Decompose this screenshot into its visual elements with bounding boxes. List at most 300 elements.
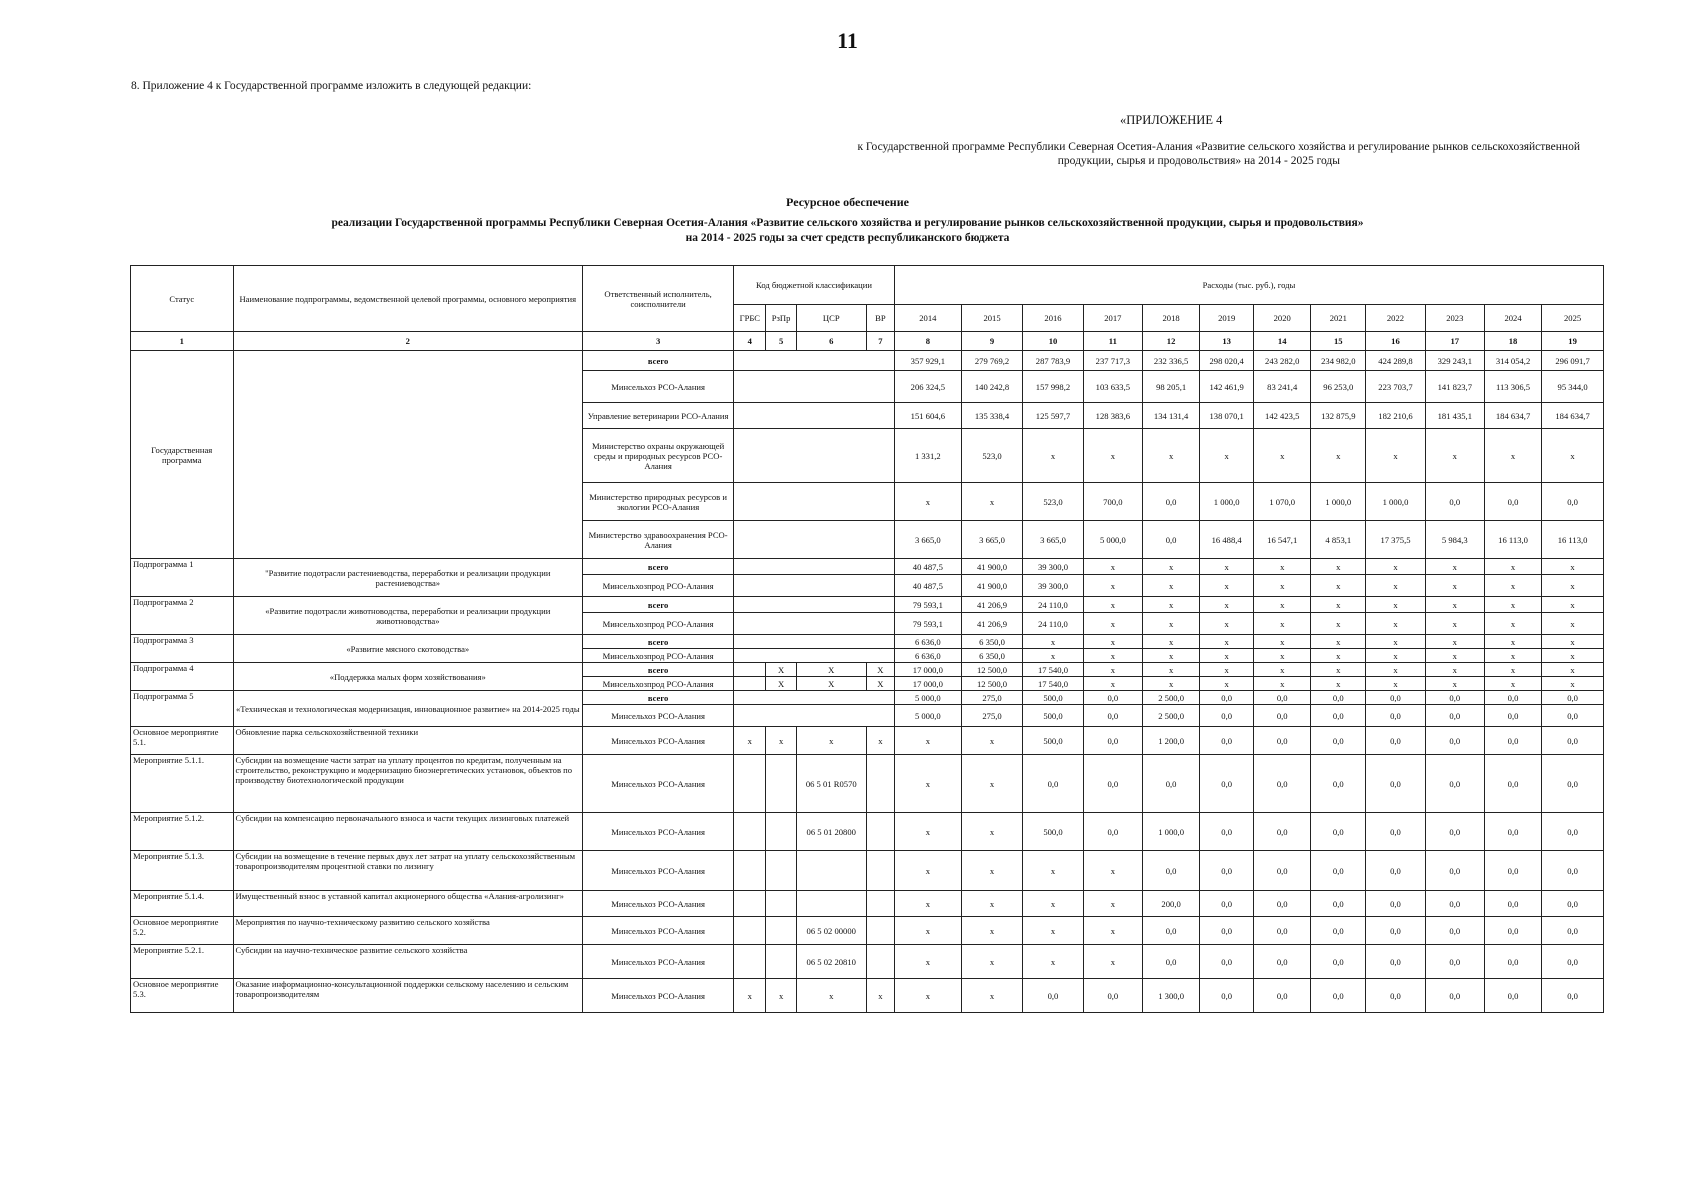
header-year: 2016 bbox=[1023, 305, 1083, 332]
value-cell: 357 929,1 bbox=[894, 351, 961, 371]
name-cell: "Развитие подотрасли растениеводства, переработки и реализации продукции растениеводства» bbox=[233, 559, 583, 597]
column-number: 2 bbox=[233, 332, 583, 351]
value-cell: 134 131,4 bbox=[1143, 403, 1200, 429]
responsible-cell: Минсельхоз РСО-Алания bbox=[583, 891, 734, 917]
value-cell: 0,0 bbox=[1200, 979, 1254, 1013]
value-cell: 700,0 bbox=[1083, 483, 1142, 521]
status-cell: Мероприятие 5.2.1. bbox=[131, 945, 234, 979]
page-number: 11 bbox=[837, 28, 858, 53]
header-status: Статус bbox=[131, 266, 234, 332]
code-cell bbox=[734, 559, 895, 575]
value-cell: х bbox=[1083, 945, 1142, 979]
header-year: 2019 bbox=[1200, 305, 1254, 332]
table-row bbox=[131, 635, 1604, 649]
code-cell bbox=[866, 891, 894, 917]
status-cell: Мероприятие 5.1.1. bbox=[131, 755, 234, 813]
code-cell: х bbox=[866, 727, 894, 755]
value-cell: 0,0 bbox=[1542, 483, 1604, 521]
code-cell bbox=[734, 813, 766, 851]
value-cell: 157 998,2 bbox=[1023, 371, 1083, 403]
responsible-cell: Минсельхозпрод РСО-Алания bbox=[583, 677, 734, 691]
value-cell: 5 000,0 bbox=[894, 691, 961, 705]
responsible-cell: всего bbox=[583, 663, 734, 677]
value-cell: 0,0 bbox=[1254, 917, 1311, 945]
value-cell: х bbox=[1200, 663, 1254, 677]
value-cell: 96 253,0 bbox=[1311, 371, 1366, 403]
value-cell: 17 000,0 bbox=[894, 677, 961, 691]
value-cell: 0,0 bbox=[1366, 979, 1425, 1013]
responsible-cell: Минсельхоз РСО-Алания bbox=[583, 851, 734, 891]
responsible-cell: Министерство здравоохранения РСО-Алания bbox=[583, 521, 734, 559]
value-cell: х bbox=[1542, 677, 1604, 691]
header-year: 2021 bbox=[1311, 305, 1366, 332]
value-cell: х bbox=[1366, 635, 1425, 649]
value-cell: х bbox=[1542, 635, 1604, 649]
value-cell: 0,0 bbox=[1083, 705, 1142, 727]
header-vr: ВР bbox=[866, 305, 894, 332]
value-cell: х bbox=[1200, 613, 1254, 635]
value-cell: 0,0 bbox=[1023, 755, 1083, 813]
status-cell: Подпрограмма 4 bbox=[131, 663, 234, 691]
header-csr: ЦСР bbox=[796, 305, 866, 332]
code-cell: Х bbox=[766, 663, 796, 677]
value-cell: х bbox=[1542, 613, 1604, 635]
value-cell: 314 054,2 bbox=[1484, 351, 1541, 371]
code-cell bbox=[734, 521, 895, 559]
value-cell: х bbox=[1200, 429, 1254, 483]
value-cell: х bbox=[961, 813, 1023, 851]
value-cell: 0,0 bbox=[1023, 979, 1083, 1013]
value-cell: 12 500,0 bbox=[961, 663, 1023, 677]
code-cell bbox=[766, 813, 796, 851]
value-cell: 17 000,0 bbox=[894, 663, 961, 677]
value-cell: 3 665,0 bbox=[1023, 521, 1083, 559]
name-cell: «Развитие мясного скотоводства» bbox=[233, 635, 583, 663]
value-cell: 184 634,7 bbox=[1542, 403, 1604, 429]
table-body bbox=[131, 266, 1604, 1013]
value-cell: 287 783,9 bbox=[1023, 351, 1083, 371]
column-number: 10 bbox=[1023, 332, 1083, 351]
value-cell: 0,0 bbox=[1542, 755, 1604, 813]
value-cell: 0,0 bbox=[1425, 705, 1484, 727]
column-number: 5 bbox=[766, 332, 796, 351]
value-cell: 0,0 bbox=[1254, 891, 1311, 917]
value-cell: 40 487,5 bbox=[894, 575, 961, 597]
value-cell: 6 636,0 bbox=[894, 649, 961, 663]
value-cell: 24 110,0 bbox=[1023, 597, 1083, 613]
value-cell: х bbox=[1200, 559, 1254, 575]
value-cell: 0,0 bbox=[1143, 521, 1200, 559]
responsible-cell: всего bbox=[583, 559, 734, 575]
value-cell: х bbox=[1023, 649, 1083, 663]
code-cell bbox=[734, 677, 766, 691]
header-year: 2014 bbox=[894, 305, 961, 332]
code-cell bbox=[796, 891, 866, 917]
code-cell: 06 5 02 00000 bbox=[796, 917, 866, 945]
value-cell: 1 070,0 bbox=[1254, 483, 1311, 521]
name-cell: «Техническая и технологическая модернизация, инновационное развитие» на 2014-2025 годы bbox=[233, 691, 583, 727]
value-cell: х bbox=[1200, 635, 1254, 649]
resource-subtitle bbox=[180, 216, 1515, 246]
value-cell: 0,0 bbox=[1200, 691, 1254, 705]
resource-table bbox=[130, 265, 1604, 1013]
code-cell bbox=[734, 597, 895, 613]
value-cell: 0,0 bbox=[1143, 917, 1200, 945]
value-cell: 16 113,0 bbox=[1484, 521, 1541, 559]
value-cell: 41 206,9 bbox=[961, 597, 1023, 613]
value-cell: 40 487,5 bbox=[894, 559, 961, 575]
responsible-cell: Минсельхоз РСО-Алания bbox=[583, 917, 734, 945]
table-row bbox=[131, 945, 1604, 979]
value-cell: х bbox=[1311, 663, 1366, 677]
table-row bbox=[131, 351, 1604, 371]
code-cell: х bbox=[866, 979, 894, 1013]
value-cell: 0,0 bbox=[1425, 813, 1484, 851]
code-cell bbox=[866, 917, 894, 945]
value-cell: 103 633,5 bbox=[1083, 371, 1142, 403]
value-cell: х bbox=[894, 755, 961, 813]
value-cell: х bbox=[1311, 613, 1366, 635]
column-number: 13 bbox=[1200, 332, 1254, 351]
code-cell: х bbox=[766, 979, 796, 1013]
value-cell: х bbox=[1143, 649, 1200, 663]
responsible-cell: Минсельхоз РСО-Алания bbox=[583, 755, 734, 813]
value-cell: 1 000,0 bbox=[1200, 483, 1254, 521]
value-cell: 0,0 bbox=[1143, 851, 1200, 891]
value-cell: х bbox=[1542, 663, 1604, 677]
value-cell: 5 000,0 bbox=[894, 705, 961, 727]
code-cell bbox=[866, 945, 894, 979]
column-number: 19 bbox=[1542, 332, 1604, 351]
value-cell: х bbox=[1366, 677, 1425, 691]
value-cell: 0,0 bbox=[1425, 851, 1484, 891]
value-cell: 0,0 bbox=[1366, 705, 1425, 727]
header-grbs: ГРБС bbox=[734, 305, 766, 332]
value-cell: х bbox=[1484, 613, 1541, 635]
appendix-line-2: продукции, сырья и продовольствия» на 2014 - 2025 годы bbox=[1057, 155, 1340, 167]
value-cell: 0,0 bbox=[1366, 755, 1425, 813]
value-cell: х bbox=[1200, 649, 1254, 663]
value-cell: х bbox=[894, 979, 961, 1013]
value-cell: 184 634,7 bbox=[1484, 403, 1541, 429]
responsible-cell: Министерство охраны окружающей среды и природных ресурсов РСО-Алания bbox=[583, 429, 734, 483]
responsible-cell: всего bbox=[583, 351, 734, 371]
value-cell: 0,0 bbox=[1254, 945, 1311, 979]
value-cell: 275,0 bbox=[961, 705, 1023, 727]
value-cell: 243 282,0 bbox=[1254, 351, 1311, 371]
value-cell: 0,0 bbox=[1542, 813, 1604, 851]
resource-line-2: на 2014 - 2025 годы за счет средств республиканского бюджета bbox=[685, 232, 1010, 244]
value-cell: х bbox=[1200, 677, 1254, 691]
value-cell: 12 500,0 bbox=[961, 677, 1023, 691]
value-cell: 17 540,0 bbox=[1023, 677, 1083, 691]
code-cell: Х bbox=[766, 677, 796, 691]
table-row bbox=[131, 559, 1604, 575]
header-year: 2024 bbox=[1484, 305, 1541, 332]
code-cell: х bbox=[796, 979, 866, 1013]
status-cell: Государственная программа bbox=[131, 351, 234, 559]
value-cell: х bbox=[1425, 429, 1484, 483]
value-cell: х bbox=[894, 917, 961, 945]
value-cell: 132 875,9 bbox=[1311, 403, 1366, 429]
value-cell: х bbox=[1484, 429, 1541, 483]
value-cell: 0,0 bbox=[1311, 891, 1366, 917]
value-cell: 0,0 bbox=[1542, 727, 1604, 755]
value-cell: 1 300,0 bbox=[1143, 979, 1200, 1013]
value-cell: х bbox=[894, 945, 961, 979]
value-cell: 0,0 bbox=[1083, 755, 1142, 813]
responsible-cell: всего bbox=[583, 691, 734, 705]
code-cell bbox=[734, 917, 766, 945]
table-row bbox=[131, 663, 1604, 677]
name-cell: «Поддержка малых форм хозяйствования» bbox=[233, 663, 583, 691]
value-cell: х bbox=[894, 851, 961, 891]
value-cell: 0,0 bbox=[1366, 691, 1425, 705]
value-cell: х bbox=[1425, 559, 1484, 575]
value-cell: 0,0 bbox=[1484, 891, 1541, 917]
header-year: 2017 bbox=[1083, 305, 1142, 332]
value-cell: 181 435,1 bbox=[1425, 403, 1484, 429]
value-cell: х bbox=[1484, 575, 1541, 597]
value-cell: 0,0 bbox=[1425, 979, 1484, 1013]
value-cell: 275,0 bbox=[961, 691, 1023, 705]
name-cell: «Развитие подотрасли животноводства, переработки и реализации продукции животноводства» bbox=[233, 597, 583, 635]
value-cell: х bbox=[1143, 677, 1200, 691]
value-cell: х bbox=[1254, 575, 1311, 597]
code-cell: Х bbox=[866, 663, 894, 677]
value-cell: 98 205,1 bbox=[1143, 371, 1200, 403]
value-cell: х bbox=[1143, 635, 1200, 649]
value-cell: 279 769,2 bbox=[961, 351, 1023, 371]
code-cell bbox=[734, 613, 895, 635]
status-cell: Мероприятие 5.1.4. bbox=[131, 891, 234, 917]
status-cell: Мероприятие 5.1.2. bbox=[131, 813, 234, 851]
header-responsible: Ответственный исполнитель, соисполнители bbox=[583, 266, 734, 332]
value-cell: х bbox=[1023, 945, 1083, 979]
value-cell: 135 338,4 bbox=[961, 403, 1023, 429]
value-cell: х bbox=[1083, 559, 1142, 575]
value-cell: 79 593,1 bbox=[894, 597, 961, 613]
value-cell: х bbox=[1143, 429, 1200, 483]
value-cell: х bbox=[1023, 891, 1083, 917]
value-cell: х bbox=[1083, 649, 1142, 663]
value-cell: х bbox=[1143, 597, 1200, 613]
column-number: 4 bbox=[734, 332, 766, 351]
value-cell: 142 423,5 bbox=[1254, 403, 1311, 429]
header-year: 2022 bbox=[1366, 305, 1425, 332]
intro-text: 8. Приложение 4 к Государственной программе изложить в следующей редакции: bbox=[131, 80, 532, 92]
code-cell bbox=[866, 813, 894, 851]
value-cell: х bbox=[1366, 613, 1425, 635]
name-cell bbox=[233, 351, 583, 559]
value-cell: 523,0 bbox=[1023, 483, 1083, 521]
value-cell: х bbox=[1542, 597, 1604, 613]
code-cell: х bbox=[734, 727, 766, 755]
value-cell: 296 091,7 bbox=[1542, 351, 1604, 371]
status-cell: Основное мероприятие 5.1. bbox=[131, 727, 234, 755]
responsible-cell: Минсельхоз РСО-Алания bbox=[583, 945, 734, 979]
value-cell: х bbox=[961, 727, 1023, 755]
code-cell bbox=[734, 403, 895, 429]
responsible-cell: Минсельхоз РСО-Алания bbox=[583, 371, 734, 403]
value-cell: 0,0 bbox=[1083, 727, 1142, 755]
value-cell: 0,0 bbox=[1200, 727, 1254, 755]
value-cell: 0,0 bbox=[1484, 691, 1541, 705]
value-cell: 0,0 bbox=[1143, 755, 1200, 813]
column-number: 11 bbox=[1083, 332, 1142, 351]
value-cell: 0,0 bbox=[1425, 483, 1484, 521]
value-cell: 0,0 bbox=[1311, 851, 1366, 891]
code-cell bbox=[734, 691, 895, 705]
table-row bbox=[131, 813, 1604, 851]
value-cell: 16 547,1 bbox=[1254, 521, 1311, 559]
code-cell: Х bbox=[866, 677, 894, 691]
value-cell: х bbox=[1143, 575, 1200, 597]
value-cell: 298 020,4 bbox=[1200, 351, 1254, 371]
value-cell: х bbox=[1311, 559, 1366, 575]
code-cell bbox=[766, 891, 796, 917]
value-cell: х bbox=[1311, 649, 1366, 663]
value-cell: 0,0 bbox=[1366, 945, 1425, 979]
value-cell: 141 823,7 bbox=[1425, 371, 1484, 403]
value-cell: 206 324,5 bbox=[894, 371, 961, 403]
value-cell: 1 000,0 bbox=[1311, 483, 1366, 521]
value-cell: 0,0 bbox=[1311, 755, 1366, 813]
value-cell: 0,0 bbox=[1254, 979, 1311, 1013]
value-cell: х bbox=[1484, 663, 1541, 677]
code-cell bbox=[734, 483, 895, 521]
value-cell: х bbox=[1143, 613, 1200, 635]
value-cell: 0,0 bbox=[1311, 691, 1366, 705]
value-cell: 41 900,0 bbox=[961, 559, 1023, 575]
responsible-cell: Министерство природных ресурсов и экологии РСО-Алания bbox=[583, 483, 734, 521]
value-cell: 1 000,0 bbox=[1366, 483, 1425, 521]
value-cell: 0,0 bbox=[1484, 705, 1541, 727]
value-cell: 0,0 bbox=[1484, 979, 1541, 1013]
value-cell: х bbox=[1311, 677, 1366, 691]
column-number: 6 bbox=[796, 332, 866, 351]
code-cell bbox=[866, 851, 894, 891]
value-cell: х bbox=[1425, 635, 1484, 649]
value-cell: х bbox=[1425, 597, 1484, 613]
code-cell bbox=[734, 351, 895, 371]
code-cell bbox=[766, 945, 796, 979]
value-cell: 0,0 bbox=[1425, 727, 1484, 755]
column-number: 7 bbox=[866, 332, 894, 351]
value-cell: 0,0 bbox=[1200, 755, 1254, 813]
column-number: 3 bbox=[583, 332, 734, 351]
value-cell: 0,0 bbox=[1484, 851, 1541, 891]
code-cell: Х bbox=[796, 677, 866, 691]
responsible-cell: Минсельхоз РСО-Алания bbox=[583, 727, 734, 755]
responsible-cell: Минсельхозпрод РСО-Алания bbox=[583, 575, 734, 597]
value-cell: 0,0 bbox=[1425, 691, 1484, 705]
status-cell: Подпрограмма 5 bbox=[131, 691, 234, 727]
column-number: 15 bbox=[1311, 332, 1366, 351]
value-cell: х bbox=[961, 755, 1023, 813]
value-cell: х bbox=[1366, 559, 1425, 575]
value-cell: 0,0 bbox=[1200, 851, 1254, 891]
value-cell: х bbox=[961, 891, 1023, 917]
table-row bbox=[131, 597, 1604, 613]
value-cell: 0,0 bbox=[1542, 945, 1604, 979]
name-cell: Субсидии на возмещение части затрат на уплату процентов по кредитам, полученным на строительство, реконструкцию и модернизацию биоэнергетических установок, объектов по производству биотехнологической продукции bbox=[233, 755, 583, 813]
value-cell: х bbox=[1366, 663, 1425, 677]
value-cell: 0,0 bbox=[1542, 979, 1604, 1013]
value-cell: 4 853,1 bbox=[1311, 521, 1366, 559]
status-cell: Основное мероприятие 5.2. bbox=[131, 917, 234, 945]
responsible-cell: Минсельхоз РСО-Алания bbox=[583, 705, 734, 727]
value-cell: 0,0 bbox=[1311, 705, 1366, 727]
value-cell: 41 900,0 bbox=[961, 575, 1023, 597]
value-cell: х bbox=[1200, 597, 1254, 613]
value-cell: 17 540,0 bbox=[1023, 663, 1083, 677]
name-cell: Имущественный взнос в уставной капитал акционерного общества «Алания-агролизинг» bbox=[233, 891, 583, 917]
value-cell: х bbox=[1484, 597, 1541, 613]
value-cell: 41 206,9 bbox=[961, 613, 1023, 635]
value-cell: х bbox=[1311, 429, 1366, 483]
header-rzpr: РзПр bbox=[766, 305, 796, 332]
table-row bbox=[131, 755, 1604, 813]
value-cell: 0,0 bbox=[1542, 691, 1604, 705]
code-cell: 06 5 01 R0570 bbox=[796, 755, 866, 813]
value-cell: х bbox=[1425, 613, 1484, 635]
value-cell: 95 344,0 bbox=[1542, 371, 1604, 403]
value-cell: х bbox=[1254, 597, 1311, 613]
code-cell: х bbox=[766, 727, 796, 755]
value-cell: 79 593,1 bbox=[894, 613, 961, 635]
value-cell: х bbox=[1484, 649, 1541, 663]
value-cell: х bbox=[961, 979, 1023, 1013]
value-cell: х bbox=[894, 727, 961, 755]
code-cell bbox=[734, 429, 895, 483]
value-cell: 6 350,0 bbox=[961, 649, 1023, 663]
table-row bbox=[131, 266, 1604, 305]
code-cell: х bbox=[796, 727, 866, 755]
value-cell: 0,0 bbox=[1366, 917, 1425, 945]
value-cell: 39 300,0 bbox=[1023, 559, 1083, 575]
header-year: 2018 bbox=[1143, 305, 1200, 332]
code-cell bbox=[766, 917, 796, 945]
value-cell: 0,0 bbox=[1484, 945, 1541, 979]
value-cell: 24 110,0 bbox=[1023, 613, 1083, 635]
table-row bbox=[131, 891, 1604, 917]
name-cell: Субсидии на научно-техническое развитие сельского хозяйства bbox=[233, 945, 583, 979]
value-cell: 0,0 bbox=[1484, 813, 1541, 851]
value-cell: х bbox=[1542, 575, 1604, 597]
value-cell: 0,0 bbox=[1311, 917, 1366, 945]
value-cell: 0,0 bbox=[1200, 945, 1254, 979]
value-cell: 5 984,3 bbox=[1425, 521, 1484, 559]
value-cell: х bbox=[1254, 429, 1311, 483]
value-cell: х bbox=[894, 891, 961, 917]
value-cell: 0,0 bbox=[1254, 691, 1311, 705]
value-cell: 0,0 bbox=[1484, 727, 1541, 755]
value-cell: 125 597,7 bbox=[1023, 403, 1083, 429]
responsible-cell: всего bbox=[583, 635, 734, 649]
value-cell: 0,0 bbox=[1200, 813, 1254, 851]
table-row bbox=[131, 332, 1604, 351]
value-cell: 39 300,0 bbox=[1023, 575, 1083, 597]
name-cell: Субсидии на возмещение в течение первых двух лет затрат на уплату сельскохозяйственным товаропроизводителям процентной ставки по лизингу bbox=[233, 851, 583, 891]
value-cell: 200,0 bbox=[1143, 891, 1200, 917]
table-row bbox=[131, 851, 1604, 891]
value-cell: 0,0 bbox=[1366, 891, 1425, 917]
value-cell: х bbox=[1023, 851, 1083, 891]
value-cell: 0,0 bbox=[1484, 755, 1541, 813]
header-year: 2023 bbox=[1425, 305, 1484, 332]
code-cell bbox=[866, 755, 894, 813]
